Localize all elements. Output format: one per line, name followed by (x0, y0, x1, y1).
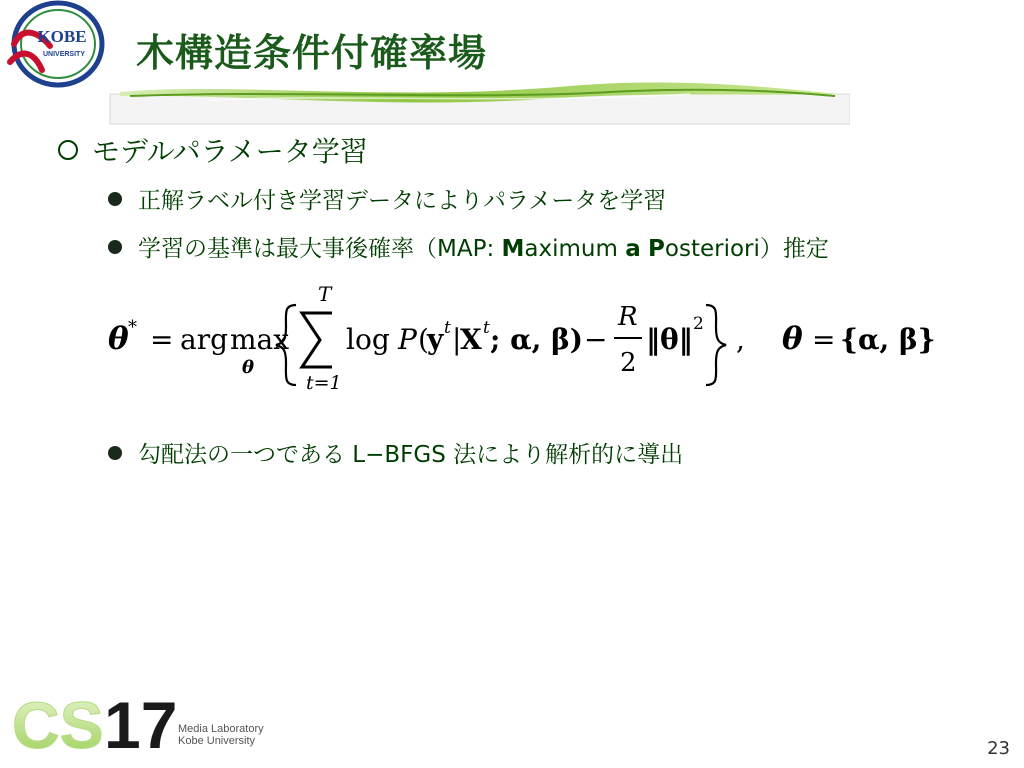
bullet-3 (108, 436, 683, 469)
bullet-1 (108, 182, 666, 215)
eq-theta-star: θ (108, 321, 129, 357)
section-heading-text: モデルパラメータ学習 (92, 135, 368, 168)
bullet-2-bold-m: M (501, 236, 525, 262)
bullet-dot-icon (108, 446, 122, 460)
eq-right-brace (706, 305, 726, 385)
eq-norm: ‖θ‖ (646, 323, 693, 356)
eq-sum-upper: T (318, 283, 332, 306)
bullet-2-bold-a: a (625, 236, 641, 262)
cs17-lab-line2: Kobe University (178, 735, 256, 747)
eq-equals-2: = (812, 323, 836, 356)
title-decoration (90, 74, 850, 128)
cs17-num: 17 (104, 688, 178, 758)
eq-arg: arg (180, 323, 229, 356)
eq-p: P (398, 323, 417, 356)
cs17-logo (12, 688, 292, 758)
eq-comma: , (736, 323, 745, 356)
slide-title: 木構造条件付確率場 (136, 31, 488, 75)
eq-frac-num: R (618, 302, 638, 332)
eq-open-paren: ( (418, 323, 429, 356)
eq-x-sup: t (483, 318, 490, 338)
eq-sum-lower: t=1 (306, 372, 342, 394)
bullet-1-text: 正解ラベル付き学習データによりパラメータを学習 (138, 188, 667, 214)
eq-set: {α, β} (840, 323, 936, 356)
eq-x: X (460, 323, 482, 356)
page-number: 23 (987, 738, 1010, 759)
section-heading (58, 130, 368, 170)
eq-bar: | (452, 323, 462, 356)
logo-name: KOBE (37, 27, 87, 46)
eq-norm-sup: 2 (693, 314, 704, 334)
bullet-2-prefix: 学習の基準は最大事後確率（MAP: (138, 236, 502, 262)
bullet-2-bold-p: P (648, 236, 665, 262)
bullet-3-text: 勾配法の一つである L−BFGS 法により解析的に導出 (138, 442, 684, 468)
bullet-2 (108, 230, 829, 263)
eq-sum-icon (302, 313, 332, 367)
bullet-2-text-2 (641, 236, 648, 262)
cs17-lab-line1: Media Laboratory (178, 723, 264, 735)
eq-star: * (128, 317, 137, 338)
eq-y-sup: t (444, 318, 451, 338)
eq-log: log (346, 323, 390, 356)
circle-bullet-icon (58, 140, 78, 160)
eq-theta: θ (782, 321, 803, 357)
eq-equals: = (150, 323, 174, 356)
bullet-dot-icon (108, 240, 122, 254)
map-equation (100, 283, 940, 398)
bullet-dot-icon (108, 192, 122, 206)
eq-max-sub: θ (242, 357, 255, 378)
bullet-2-text-1: aximum (524, 236, 626, 262)
eq-args: ; α, β) (490, 323, 583, 356)
bullet-2-text (138, 230, 829, 263)
bullet-2-text-3: osteriori）推定 (664, 236, 829, 262)
eq-frac-den: 2 (620, 348, 637, 378)
cs17-cs: CS (12, 688, 104, 758)
logo-sub: UNIVERSITY (42, 51, 86, 58)
eq-minus: − (584, 323, 608, 356)
eq-y: y (427, 323, 444, 356)
eq-max: max (230, 323, 290, 356)
